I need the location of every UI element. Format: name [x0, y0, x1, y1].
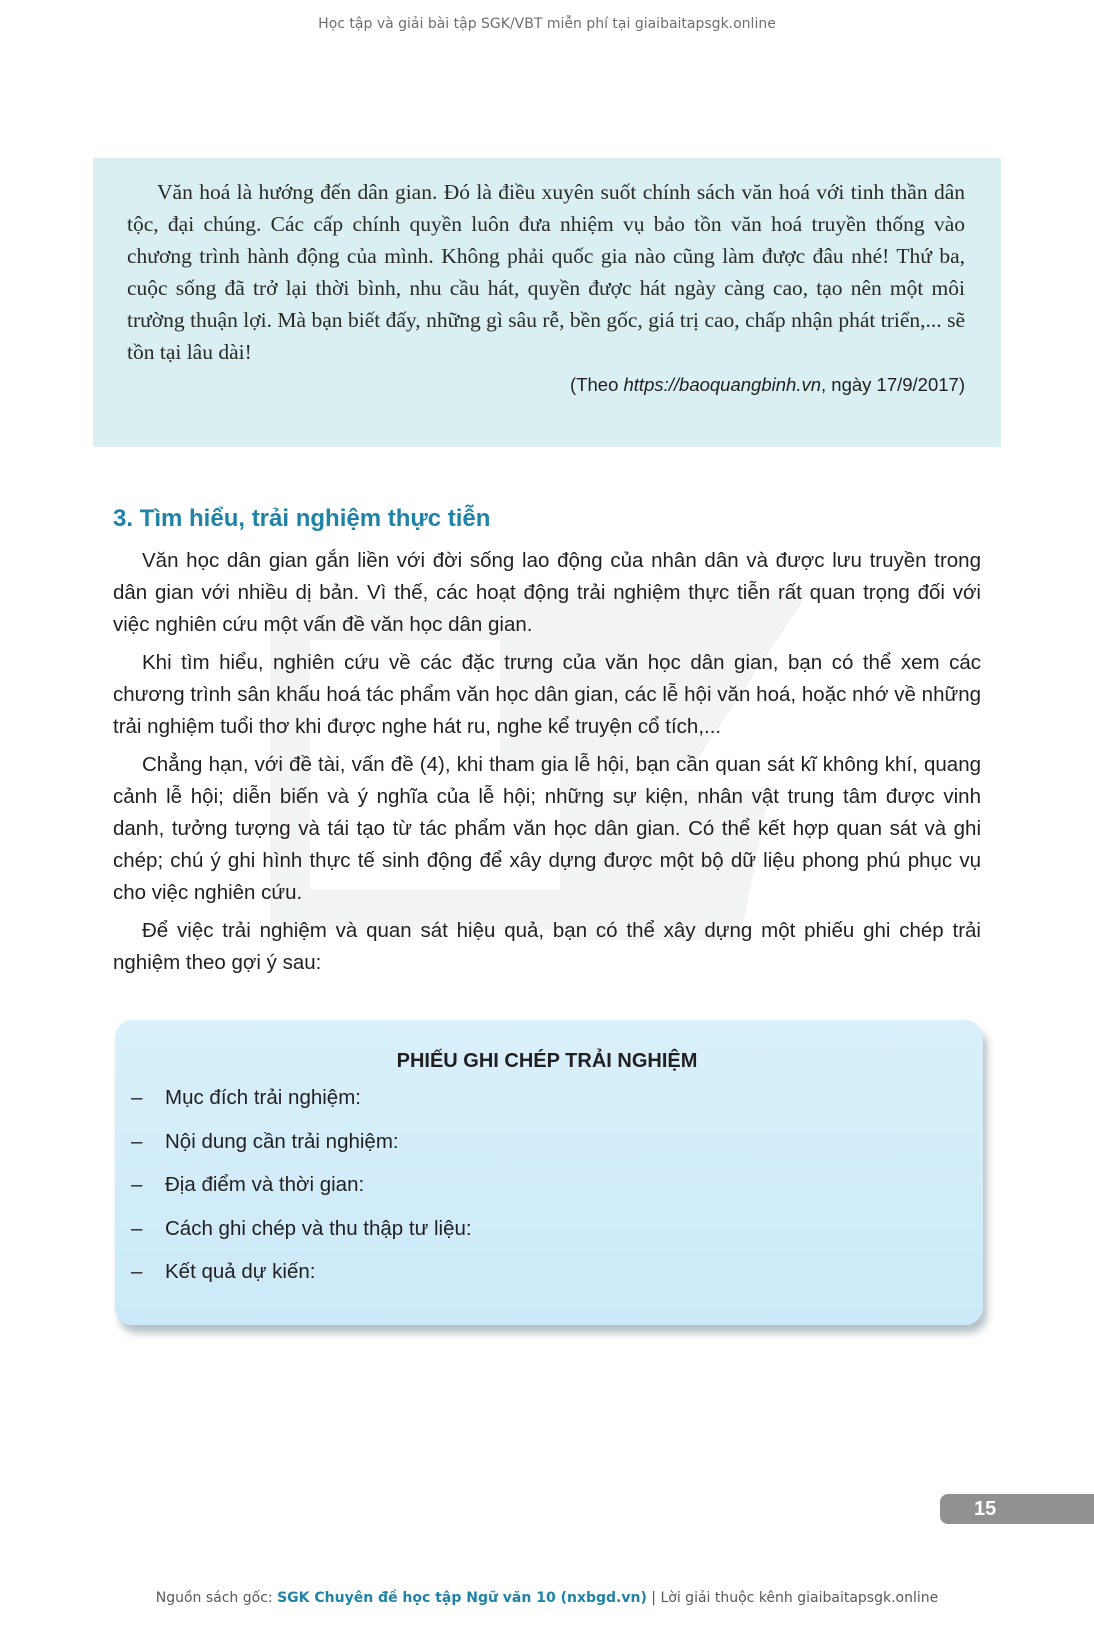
quote-source: [127, 374, 965, 396]
page-header-text: Học tập và giải bài tập SGK/VBT miễn phí tại giaibaitapsgk.online: [318, 16, 776, 32]
list-item: [131, 1217, 963, 1261]
dash-bullet: –: [131, 1260, 143, 1283]
card-title: PHIẾU GHI CHÉP TRẢI NGHIỆM: [396, 1050, 698, 1072]
page-number: 15: [940, 1494, 1094, 1524]
paragraph: Văn học dân gian gắn liền với đời sống lao động của nhân dân và được lưu truyền trong dân gian với nhiều dị bản. Vì thế, các hoạt động trải nghiệm thực tiễn rất quan trọng đối với việc nghiên cứu một vấn đề văn học dân gian.: [113, 549, 981, 636]
experience-note-card: [115, 1020, 983, 1325]
list-item-label: Nội dung cần trải nghiệm:: [165, 1129, 399, 1153]
list-item-label: Cách ghi chép và thu thập tư liệu:: [165, 1216, 472, 1240]
quote-source-prefix: (Theo: [570, 374, 624, 395]
dash-bullet: –: [131, 1129, 143, 1153]
section-body: [113, 545, 981, 985]
section-heading: 3. Tìm hiểu, trải nghiệm thực tiễn: [113, 505, 491, 532]
list-item: [131, 1173, 963, 1217]
footer-prefix: Nguồn sách gốc:: [155, 1590, 278, 1606]
card-list: [131, 1086, 963, 1304]
list-item-label: Địa điểm và thời gian:: [165, 1173, 365, 1196]
list-item: [131, 1130, 963, 1174]
paragraph: Chẳng hạn, với đề tài, vấn đề (4), khi tham gia lễ hội, bạn cần quan sát kĩ không khí, quang cảnh lễ hội; diễn biến và ý nghĩa của lễ hội; những sự kiện, nhân vật trung tâm được vinh danh, tưởng tượng và tái tạo từ tác phẩm văn học dân gian. Có thể kết hợp quan sát và ghi chép; chú ý ghi hình thực tế sinh động để xây dựng được một bộ dữ liệu phong phú phục vụ cho việc nghiên cứu.: [113, 753, 981, 904]
list-item-label: Kết quả dự kiến:: [165, 1260, 316, 1283]
quote-text: Văn hoá là hướng đến dân gian. Đó là điều xuyên suốt chính sách văn hoá với tinh thần dân tộc, đại chúng. Các cấp chính quyền luôn đưa nhiệm vụ bảo tồn văn hoá truyền thống vào chương trình hành động của mình. Không phải quốc gia nào cũng làm được đâu nhé! Thứ ba, cuộc sống đã trở lại thời bình, nhu cầu hát, quyền được hát ngày càng cao, tạo nên một môi trường thuận lợi. Mà bạn biết đấy, những gì sâu rễ, bền gốc, giá trị cao, chấp nhận phát triển,... sẽ tồn tại lâu dài!: [127, 180, 965, 364]
footer-source-link[interactable]: SGK Chuyên đề học tập Ngữ văn 10 (nxbgd.vn): [277, 1590, 647, 1606]
quote-source-suffix: , ngày 17/9/2017): [821, 374, 965, 395]
dash-bullet: –: [131, 1173, 143, 1196]
list-item-label: Mục đích trải nghiệm:: [165, 1086, 361, 1109]
paragraph: Để việc trải nghiệm và quan sát hiệu quả, bạn có thể xây dựng một phiếu ghi chép trải nghiệm theo gợi ý sau:: [113, 919, 981, 974]
quote-box: [93, 158, 1001, 447]
list-item: [131, 1260, 963, 1304]
paragraph: Khi tìm hiểu, nghiên cứu về các đặc trưng của văn học dân gian, bạn có thể xem các chương trình sân khấu hoá tác phẩm văn học dân gian, các lễ hội văn hoá, hoặc nhớ về những trải nghiệm tuổi thơ khi được nghe hát ru, nghe kể truyện cổ tích,...: [113, 651, 981, 738]
quote-source-url: https://baoquangbinh.vn: [623, 374, 821, 395]
footer-suffix: | Lời giải thuộc kênh giaibaitapsgk.online: [646, 1590, 939, 1606]
page-footer: [0, 1590, 1094, 1606]
dash-bullet: –: [131, 1216, 143, 1240]
list-item: [131, 1086, 963, 1130]
dash-bullet: –: [131, 1086, 143, 1109]
